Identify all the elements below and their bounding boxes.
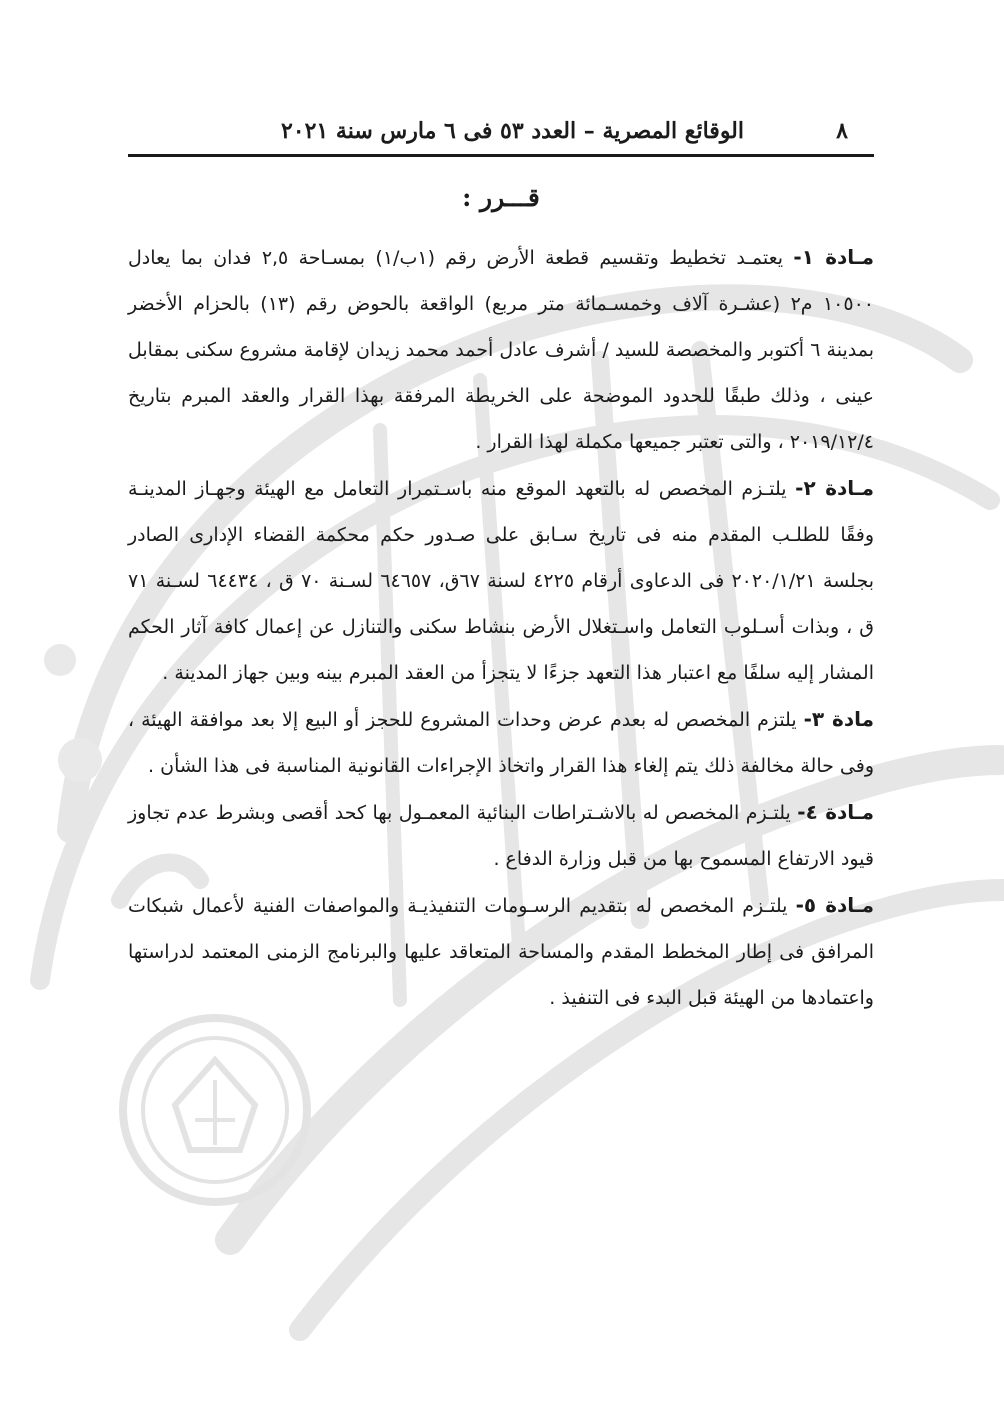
decision-title: قـــرر : (462, 183, 540, 212)
article-1 (128, 234, 874, 465)
article-5 (128, 882, 874, 1021)
article-text: يلتزم المخصص له بعدم عرض وحدات المشروع للحجز أو البيع إلا بعد موافقة الهيئة ، وفى حالة مخالفة ذلك يتم إلغاء هذا القرار واتخاذ الإجراءات القانونية المناسبة فى هذا الشأن . (128, 709, 874, 777)
header-divider (128, 154, 874, 157)
state-seal-icon (123, 1018, 307, 1202)
page-header (128, 112, 874, 152)
article-text: يلتـزم المخصص له بالاشـتراطات البنائية المعمـول بها كحد أقصى وبشرط عدم تجاوز قيود الارتفاع المسموح بها من قبل وزارة الدفاع . (128, 802, 874, 870)
article-label: مـادة ٥- (795, 893, 874, 917)
article-text: يلتـزم المخصص له بالتعهد الموقع منه باسـتمرار التعامل مع الهيئة وجهـاز المدينـة وفقًا للطلـب المقدم منه فى تاريخ سـابق على صـدور حكم محكمة القضاء الإدارى الصادر بجلسة ٢٠٢٠/١/٢١ فى الدعاوى أرقام ٤٢٢٥ لسنة ٦٧ق، ٦٤٦٥٧ لسـنة ٧٠ ق ، ٦٤٤٣٤ لسـنة ٧١ ق ، وبذات أسـلوب التعامل واسـتغلال الأرض بنشاط سكنى والتنازل عن إعمال كافة آثار الحكم المشار إليه سلفًا مع اعتبار هذا التعهد جزءًا لا يتجزأ من العقد المبرم بينه وبين جهاز المدينة . (128, 478, 874, 684)
article-3 (128, 696, 874, 789)
article-label: مـادة ٤- (797, 800, 875, 824)
articles-body (128, 234, 874, 1021)
article-label: مـادة ٢- (795, 476, 874, 500)
article-text: يلتـزم المخصص له بتقديم الرسـومات التنفيذيـة والمواصفات الفنية لأعمال شبكات المرافق فى إطار المخطط المقدم والمساحة المتعاقد عليها والبرنامج الزمنى المعتمد لدراستها واعتمادها من الهيئة قبل البدء فى التنفيذ . (128, 895, 874, 1009)
running-head: الوقائع المصرية – العدد ٥٣ فى ٦ مارس سنة ٢٠٢١ (280, 118, 744, 144)
page-number: ٨ (836, 118, 848, 144)
article-text: يعتمـد تخطيط وتقسيم قطعة الأرض رقم (١ب/١) بمسـاحة ٢,٥ فدان بما يعادل ١٠٥٠٠ م٢ (عشـرة آلاف وخمسـمائة متر مربع) الواقعة بالحوض رقم (١٣) بالحزام الأخضر بمدينة ٦ أكتوبر والمخصصة للسيد / أشرف عادل أحمد محمد زيدان لإقامة مشروع سكنى بمقابل عينى ، وذلك طبقًا للحدود الموضحة على الخريطة المرفقة بهذا القرار والعقد المبرم بتاريخ ٢٠١٩/١٢/٤ ، والتى تعتبر جميعها مكملة لهذا القرار . (128, 247, 874, 453)
article-4 (128, 789, 874, 882)
article-2 (128, 465, 874, 696)
article-label: مادة ٣- (803, 707, 874, 731)
article-label: مـادة ١- (793, 245, 874, 269)
